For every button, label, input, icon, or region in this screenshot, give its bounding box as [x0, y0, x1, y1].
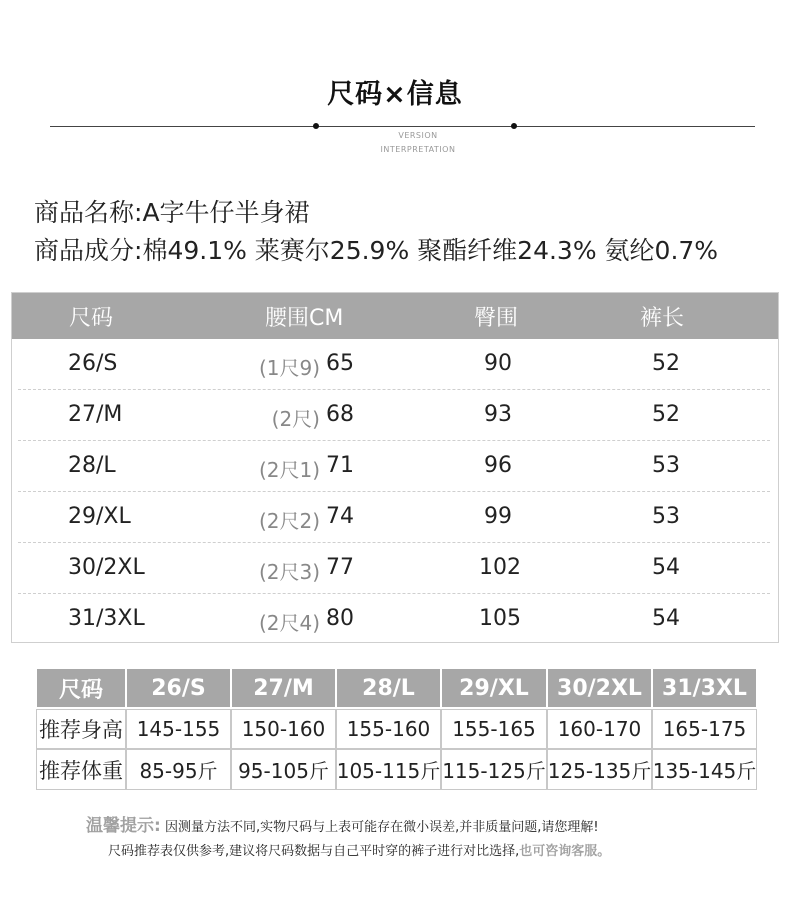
header-length: 裤长: [640, 306, 685, 331]
row-hip: 102: [479, 555, 521, 580]
row-size: 27/M: [68, 402, 123, 427]
rec-height-cell: 165-175: [652, 709, 757, 749]
tip-text-2: 尺码推荐表仅供参考,建议将尺码数据与自己平时穿的裤子进行对比选择,: [108, 844, 520, 859]
tip-line-1: [86, 811, 599, 836]
composition-label: 商品成分:: [34, 236, 143, 265]
row-length: 54: [652, 606, 680, 631]
table-row: [12, 339, 778, 390]
row-size: 31/3XL: [68, 606, 145, 631]
rec-weight-cell: 135-145斤: [652, 749, 757, 790]
header-size: 尺码: [69, 306, 114, 331]
header-hip: 臀围: [474, 306, 519, 331]
divider-dot-right: [511, 123, 517, 129]
tip-contact-service: 也可咨询客服。: [519, 844, 611, 859]
rec-height-cell: 155-165: [441, 709, 547, 749]
header-waist: 腰围CM: [265, 306, 344, 331]
row-size: 26/S: [68, 351, 118, 376]
row-length: 53: [652, 504, 680, 529]
rec-height-cell: 150-160: [231, 709, 336, 749]
row-hip: 93: [484, 402, 512, 427]
rec-height-cell: 160-170: [547, 709, 652, 749]
rec-header-size: 尺码: [36, 668, 126, 708]
row-hip: 105: [479, 606, 521, 631]
row-hip: 90: [484, 351, 512, 376]
page-title: 尺码×信息: [327, 79, 463, 110]
size-table: [11, 292, 779, 643]
row-length: 53: [652, 453, 680, 478]
rec-header-cell: 28/L: [336, 668, 441, 708]
tip-prefix: 温馨提示:: [86, 816, 161, 836]
row-waist-chi: (2尺4): [258, 611, 320, 635]
table-row: [12, 543, 778, 594]
row-size: 29/XL: [68, 504, 131, 529]
recommend-table: [36, 668, 757, 790]
row-waist-chi: (2尺2): [258, 509, 320, 533]
rec-height-cell: 145-155: [126, 709, 231, 749]
row-waist-chi: (2尺): [271, 407, 320, 431]
row-length: 52: [652, 351, 680, 376]
row-waist-chi: (2尺1): [258, 458, 320, 482]
subtitle-interpretation: INTERPRETATION: [380, 145, 456, 154]
table-row: [12, 441, 778, 492]
rec-weight-cell: 115-125斤: [441, 749, 547, 790]
product-composition-line: [34, 231, 718, 267]
rec-header-cell: 29/XL: [441, 668, 547, 708]
rec-height-label: 推荐身高: [36, 709, 126, 749]
row-length: 54: [652, 555, 680, 580]
row-waist-chi: (2尺3): [258, 560, 320, 584]
row-waist: 74: [326, 504, 354, 529]
rec-height-cell: 155-160: [336, 709, 441, 749]
rec-header-cell: 31/3XL: [652, 668, 757, 708]
title-divider: [50, 126, 755, 127]
rec-weight-cell: 85-95斤: [126, 749, 231, 790]
tip-text-1: 因测量方法不同,实物尺码与上表可能存在微小误差,并非质量问题,请您理解!: [164, 820, 599, 835]
table-row: [12, 492, 778, 543]
composition-value: 棉49.1% 莱赛尔25.9% 聚酯纤维24.3% 氨纶0.7%: [142, 236, 719, 265]
row-size: 28/L: [68, 453, 116, 478]
rec-weight-label: 推荐体重: [36, 749, 126, 790]
rec-weight-cell: 95-105斤: [231, 749, 336, 790]
rec-weight-cell: 125-135斤: [547, 749, 652, 790]
rec-weight-cell: 105-115斤: [336, 749, 441, 790]
size-table-header: [12, 293, 778, 339]
rec-header-cell: 30/2XL: [547, 668, 652, 708]
product-name-value: A字牛仔半身裙: [142, 198, 310, 227]
row-size: 30/2XL: [68, 555, 145, 580]
row-waist-chi: (1尺9): [258, 356, 320, 380]
row-hip: 99: [484, 504, 512, 529]
row-waist: 65: [326, 351, 354, 376]
table-row: [12, 594, 778, 645]
row-waist: 80: [326, 606, 354, 631]
divider-dot-left: [313, 123, 319, 129]
rec-header-cell: 27/M: [231, 668, 336, 708]
row-length: 52: [652, 402, 680, 427]
row-waist: 68: [326, 402, 354, 427]
product-name-label: 商品名称:: [34, 198, 143, 227]
subtitle-version: VERSION: [398, 131, 438, 140]
row-waist: 71: [326, 453, 354, 478]
product-name-line: [34, 193, 310, 229]
row-hip: 96: [484, 453, 512, 478]
table-row: [12, 390, 778, 441]
row-waist: 77: [326, 555, 354, 580]
rec-header-cell: 26/S: [126, 668, 231, 708]
tip-line-2: [108, 840, 610, 859]
